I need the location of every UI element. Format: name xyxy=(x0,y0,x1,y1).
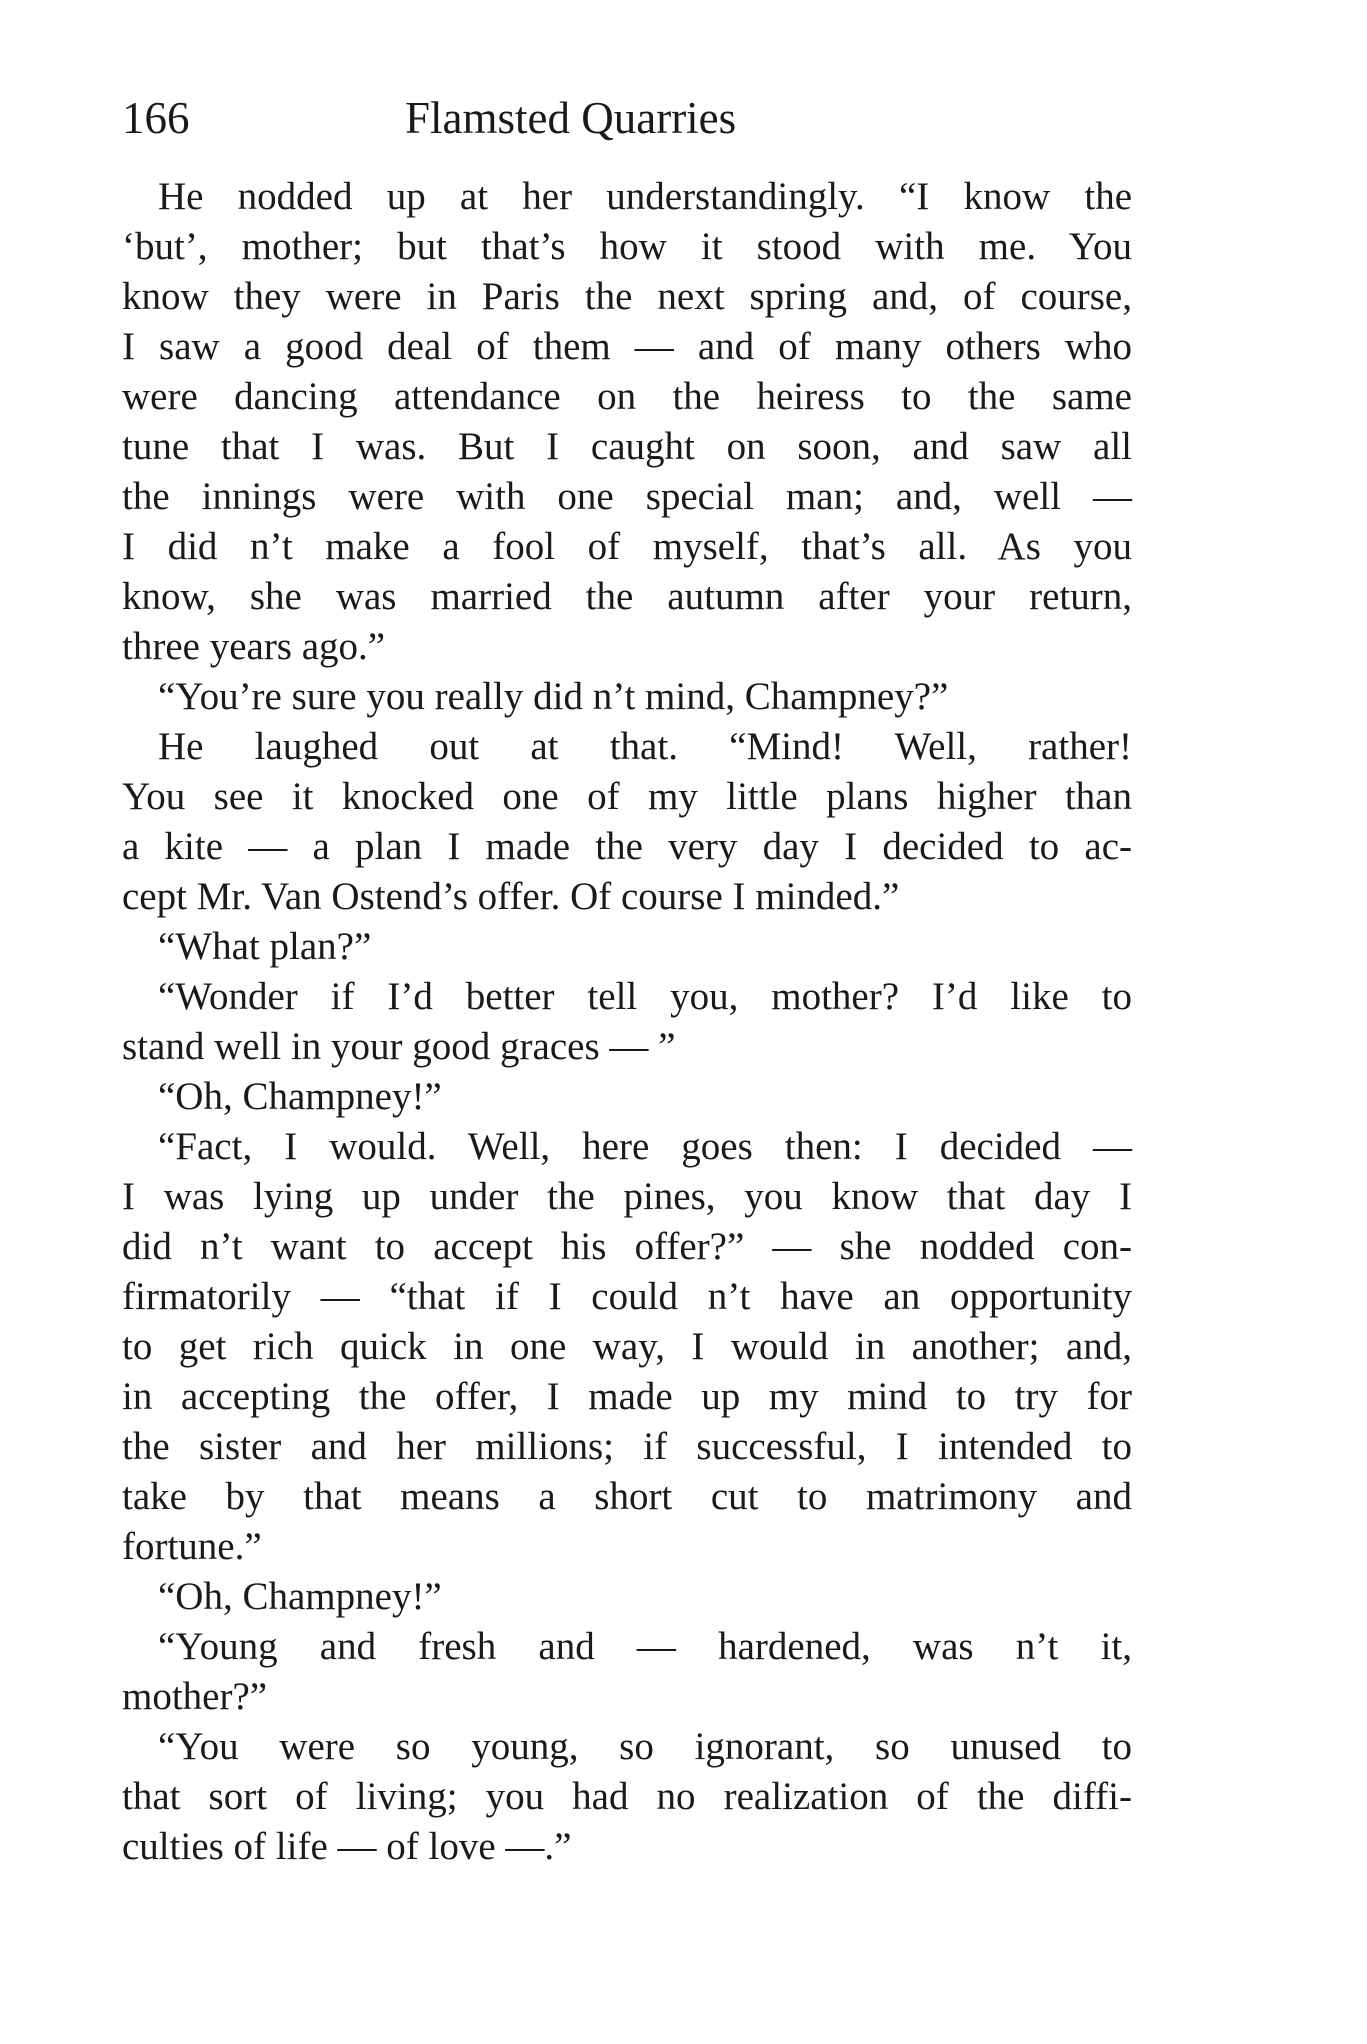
text-line: to get rich quick in one way, I would in another; and, xyxy=(122,1325,1132,1368)
text-line: know, she was married the autumn after your return, xyxy=(122,575,1132,618)
text-line: He nodded up at her understandingly. “I know the xyxy=(158,175,1132,218)
text-line: “Fact, I would. Well, here goes then: I decided — xyxy=(158,1125,1132,1168)
text-line: three years ago.” xyxy=(122,625,386,668)
text-line: in accepting the offer, I made up my mind to try for xyxy=(122,1375,1132,1418)
text-line: I was lying up under the pines, you know that day I xyxy=(122,1175,1132,1218)
text-line: the sister and her millions; if successful, I intended to xyxy=(122,1425,1132,1468)
body-text xyxy=(122,172,1132,1872)
text-line: ‘but’, mother; but that’s how it stood with me. You xyxy=(122,225,1132,268)
text-line: You see it knocked one of my little plans higher than xyxy=(122,775,1132,818)
page-number: 166 xyxy=(122,93,190,143)
text-line: the innings were with one special man; and, well — xyxy=(122,475,1132,518)
text-line: culties of life — of love —.” xyxy=(122,1825,572,1868)
text-line: cept Mr. Van Ostend’s offer. Of course I minded.” xyxy=(122,875,900,918)
text-line: He laughed out at that. “Mind! Well, rather! xyxy=(158,725,1132,768)
text-line: did n’t want to accept his offer?” — she nodded con- xyxy=(122,1225,1132,1268)
text-line: I did n’t make a fool of myself, that’s all. As you xyxy=(122,525,1132,568)
text-line: stand well in your good graces — ” xyxy=(122,1025,676,1068)
text-line: “What plan?” xyxy=(158,925,372,968)
text-line: I saw a good deal of them — and of many others who xyxy=(122,325,1132,368)
text-line: know they were in Paris the next spring and, of course, xyxy=(122,275,1132,318)
text-line: that sort of living; you had no realization of the diffi- xyxy=(122,1775,1132,1818)
text-line: “You were so young, so ignorant, so unused to xyxy=(158,1725,1132,1768)
text-line: “Young and fresh and — hardened, was n’t it, xyxy=(158,1625,1132,1668)
text-line: take by that means a short cut to matrimony and xyxy=(122,1475,1132,1518)
text-line: tune that I was. But I caught on soon, and saw all xyxy=(122,425,1132,468)
text-line: a kite — a plan I made the very day I decided to ac- xyxy=(122,825,1132,868)
running-head xyxy=(122,88,1122,148)
text-line: “Oh, Champney!” xyxy=(158,1575,442,1618)
text-line: “Wonder if I’d better tell you, mother? I’d like to xyxy=(158,975,1132,1018)
text-line: mother?” xyxy=(122,1675,268,1718)
text-line: firmatorily — “that if I could n’t have an opportunity xyxy=(122,1275,1132,1318)
text-line: fortune.” xyxy=(122,1525,262,1568)
text-line: were dancing attendance on the heiress to the same xyxy=(122,375,1132,418)
text-line: “Oh, Champney!” xyxy=(158,1075,442,1118)
running-title: Flamsted Quarries xyxy=(405,93,737,143)
text-line: “You’re sure you really did n’t mind, Champney?” xyxy=(158,675,949,718)
